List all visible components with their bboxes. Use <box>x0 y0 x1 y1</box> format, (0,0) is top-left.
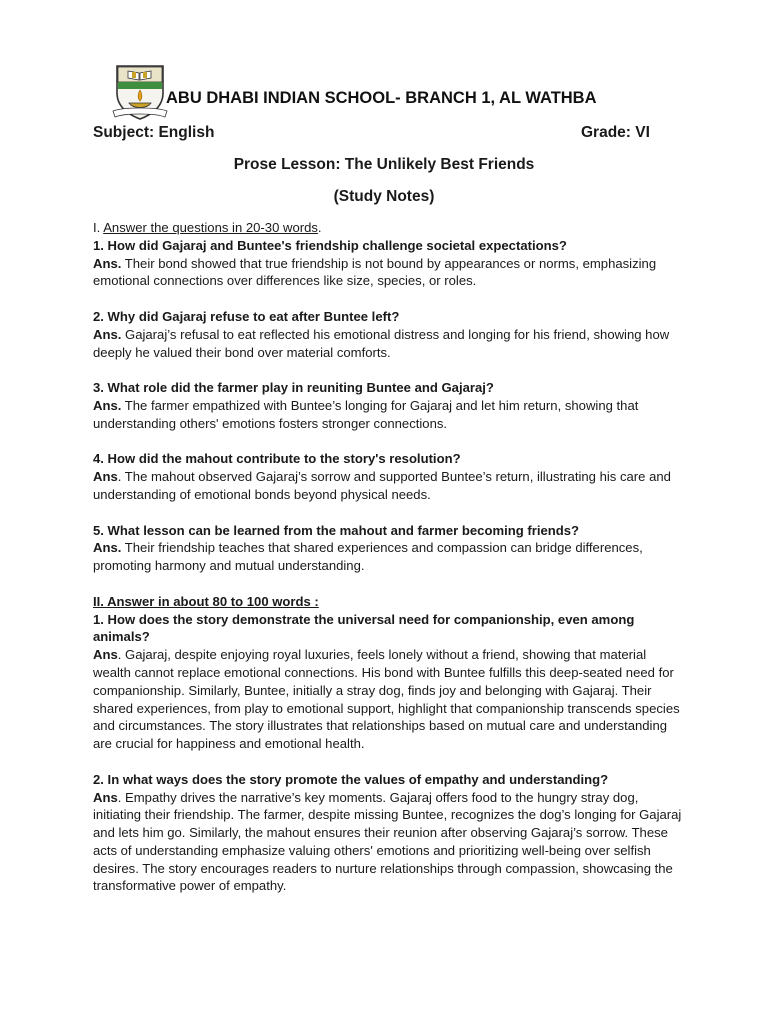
answer <box>93 539 683 575</box>
answer-label: Ans. <box>93 255 122 271</box>
subject-label: Subject: English <box>93 124 215 141</box>
answer-label: Ans <box>93 789 118 805</box>
answer-text: . The mahout observed Gajaraj’s sorrow and supported Buntee’s return, illustrating his care and understanding of emotional bonds beyond physical needs. <box>93 469 671 502</box>
question: 3. What role did the farmer play in reuniting Buntee and Gajaraj? <box>93 380 494 396</box>
question: 2. In what ways does the story promote the values of empathy and understanding? <box>93 771 609 787</box>
answer-label: Ans <box>93 469 118 485</box>
section-1-numeral: I. <box>93 220 104 235</box>
section-1-heading-text: Answer the questions in 20-30 words <box>103 220 318 235</box>
answer-label: Ans <box>93 647 118 663</box>
answer-text: Their friendship teaches that shared experiences and compassion can bridge differences, promoting harmony and mutual understanding. <box>93 540 643 574</box>
answer <box>93 789 683 896</box>
answer <box>93 646 683 753</box>
answer-label: Ans. <box>93 397 122 413</box>
section-2-heading <box>93 593 683 611</box>
question: 5. What lesson can be learned from the mahout and farmer becoming friends? <box>93 522 580 538</box>
answer-text: . Empathy drives the narrative’s key moments. Gajaraj offers food to the hungry stray dog, initiating their friendship. The farmer, despite missing Buntee, recognizes the dog’s longing for Gajaraj and lets him go. Similarly, the mahout ensures their reunion after observing Gajaraj’s sorrow. These acts of understanding emphasize valuing others' emotions and prioritizing well-being over selfish desires. The story encourages readers to nurture relationships through compassion, showcasing the transformative power of empathy. <box>93 789 682 894</box>
question: 1. How did Gajaraj and Buntee's friendship challenge societal expectations? <box>93 237 567 253</box>
question: 2. Why did Gajaraj refuse to eat after Buntee left? <box>93 308 400 324</box>
document-body <box>93 219 683 895</box>
lesson-title: Prose Lesson: The Unlikely Best Friends <box>233 156 535 173</box>
answer-label: Ans. <box>93 540 122 556</box>
question: 1. How does the story demonstrate the universal need for companionship, even among animals? <box>93 611 635 645</box>
answer <box>93 255 683 291</box>
school-name: ABU DHABI INDIAN SCHOOL- BRANCH 1, AL WATHBA <box>166 89 597 107</box>
answer-label: Ans. <box>93 326 122 342</box>
school-logo-emblem <box>111 63 169 121</box>
answer-text: Gajaraj’s refusal to eat reflected his emotional distress and longing for his friend, showing how deeply he valued their bond over material comforts. <box>93 326 670 360</box>
answer-text: Their bond showed that true friendship is not bound by appearances or norms, emphasizing emotional connections over differences like size, species, or roles. <box>93 255 657 289</box>
section-1-heading <box>93 219 683 237</box>
answer <box>93 397 683 433</box>
answer-text: The farmer empathized with Buntee’s longing for Gajaraj and let him return, showing that understanding others' emotions fosters stronger connections. <box>93 397 639 431</box>
answer <box>93 326 683 362</box>
grade-label: Grade: VI <box>581 124 650 141</box>
section-2-heading-text: II. Answer in about 80 to 100 words : <box>93 593 319 609</box>
study-notes-label: (Study Notes) <box>333 188 435 205</box>
question: 4. How did the mahout contribute to the story's resolution? <box>93 451 461 467</box>
section-1-heading-end: . <box>317 220 322 235</box>
answer <box>93 468 683 504</box>
answer-text: . Gajaraj, despite enjoying royal luxuries, feels lonely without a friend, showing that material wealth cannot replace emotional connections. His bond with Buntee fulfills this deep-seated need for companionship. Similarly, Buntee, initially a stray dog, finds joy and belonging with Gajaraj. Their shared experiences, from play to emotional support, highlight that companionship transcends species and circumstances. The story illustrates that relationships based on mutual care and understanding are crucial for happiness and emotional health. <box>93 647 680 752</box>
